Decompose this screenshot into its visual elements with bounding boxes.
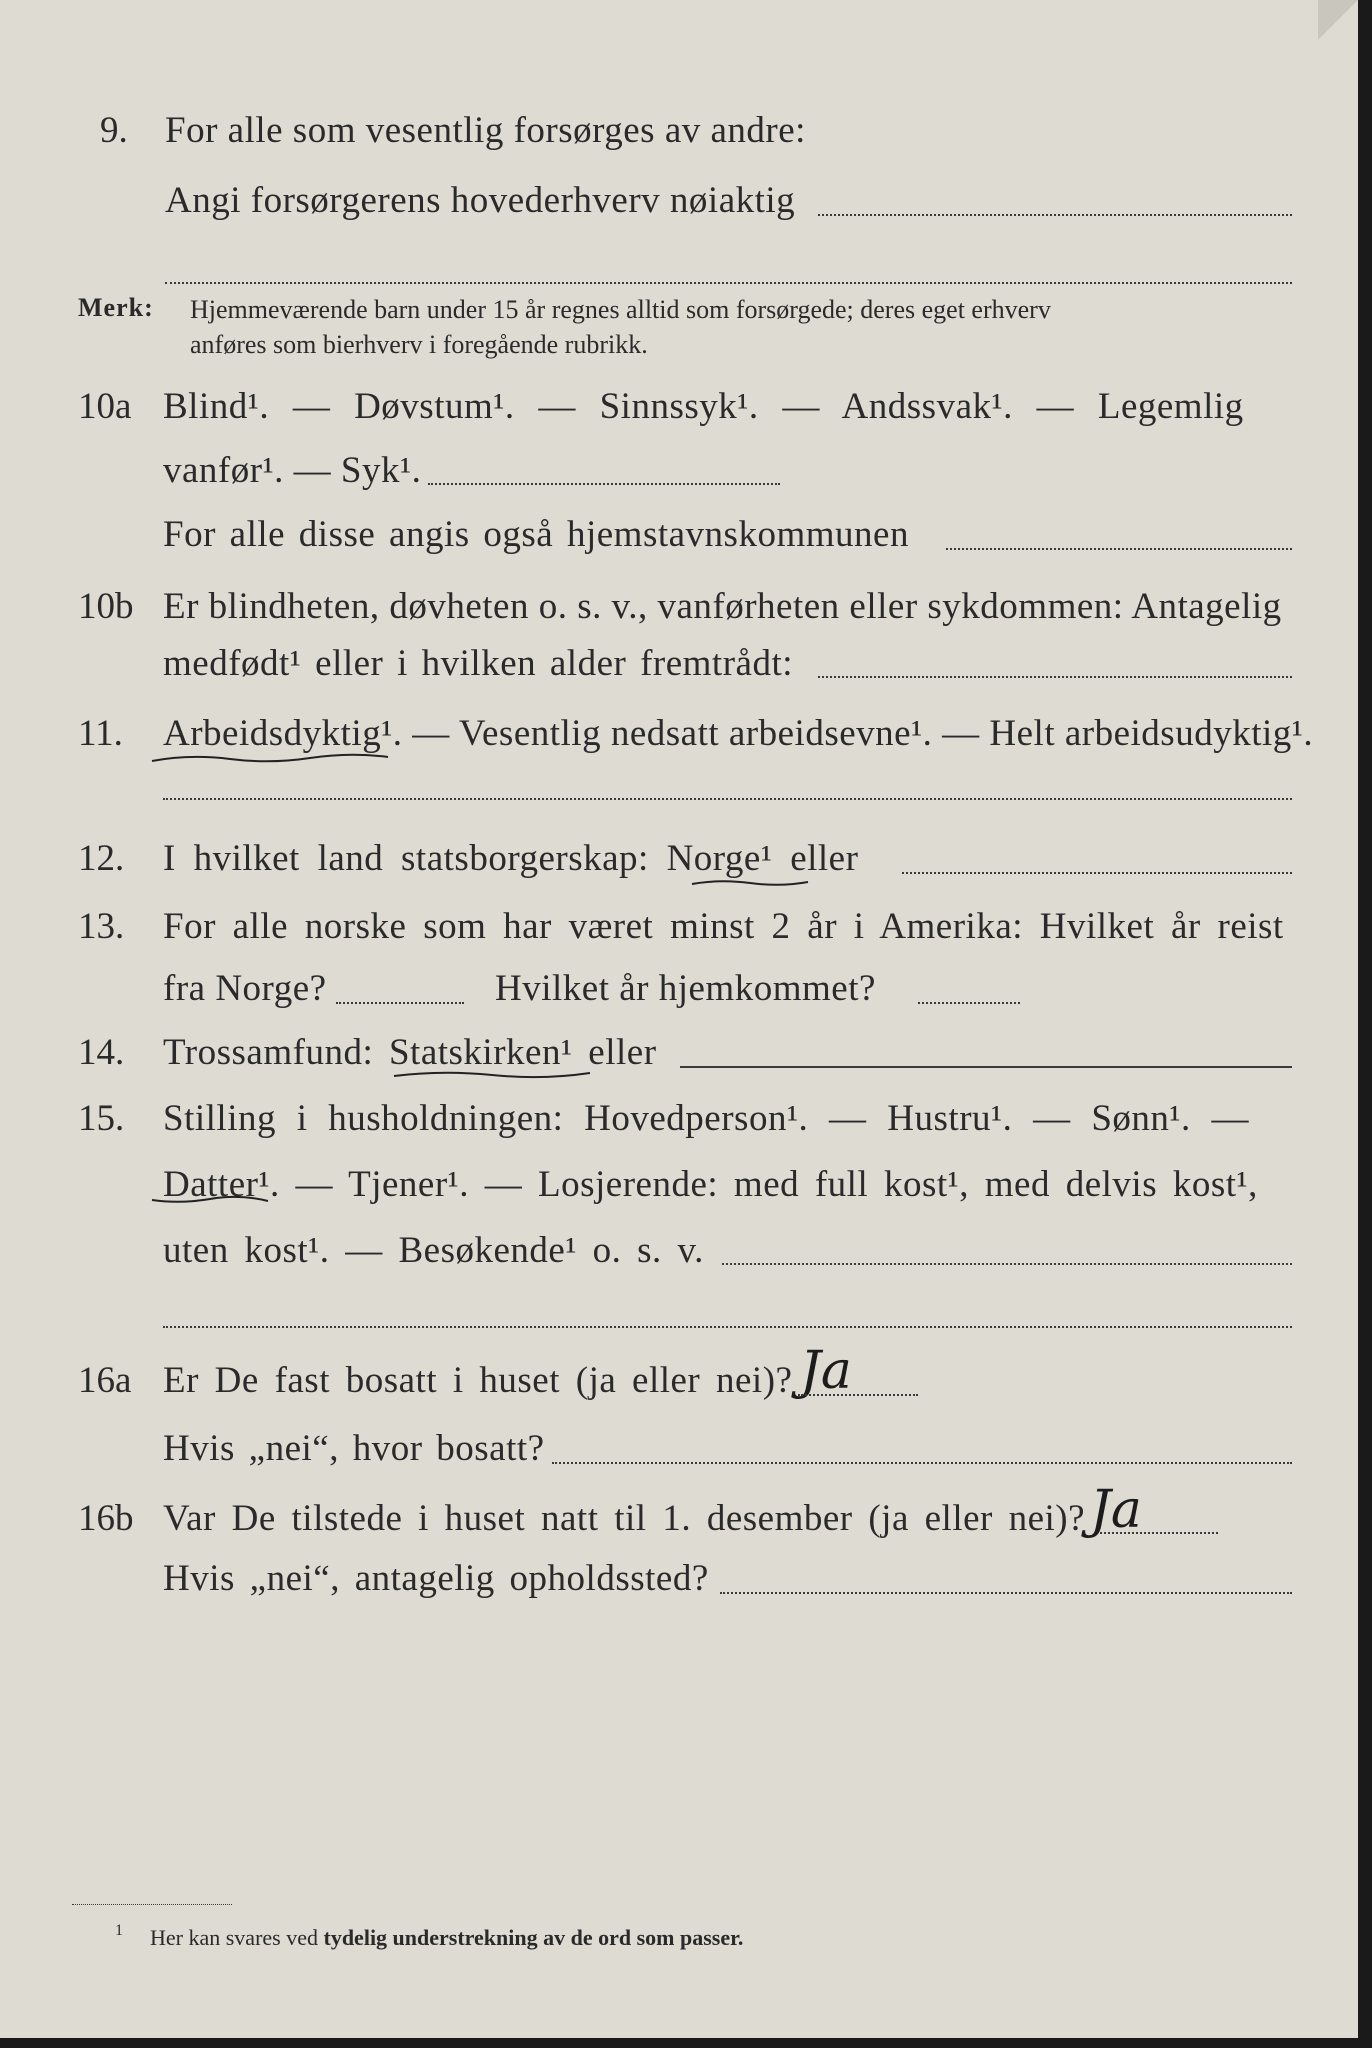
q10a-conditions-2: vanfør¹. — Syk¹. bbox=[163, 450, 422, 491]
question-number-15: 15. bbox=[78, 1098, 125, 1139]
q9-answer-line[interactable] bbox=[818, 214, 1292, 216]
q12-citizenship: I hvilket land statsborgerskap: Norge¹ eller bbox=[163, 838, 859, 879]
question-number-11: 11. bbox=[78, 713, 123, 754]
q11-answer-line[interactable] bbox=[163, 798, 1292, 800]
q10a-municipality-line[interactable] bbox=[946, 548, 1292, 550]
q10b-answer-line[interactable] bbox=[818, 676, 1292, 678]
q11-work-capacity: Arbeidsdyktig¹. — Vesentlig nedsatt arbeidsevne¹. — Helt arbeidsudyktig¹. bbox=[163, 713, 1314, 754]
folded-corner bbox=[1318, 0, 1358, 40]
q15-answer-line-2[interactable] bbox=[163, 1326, 1292, 1328]
handwritten-underline-norge bbox=[690, 876, 810, 888]
q16a-handwritten-answer[interactable]: Ja bbox=[800, 1341, 852, 1401]
q10a-conditions: Blind¹. — Døvstum¹. — Sinnssyk¹. — Andssvak¹. — Legemlig bbox=[163, 386, 1244, 427]
q14-religion: Trossamfund: Statskirken¹ eller bbox=[163, 1032, 657, 1073]
q9-occupation-label: Angi forsørgerens hovederhverv nøiaktig bbox=[165, 180, 796, 221]
q15-household-position-2: Datter¹. — Tjener¹. — Losjerende: med full kost¹, med delvis kost¹, bbox=[163, 1164, 1258, 1205]
question-number-13: 13. bbox=[78, 906, 125, 947]
q14-answer-line[interactable] bbox=[680, 1066, 1292, 1068]
q16b-answer-line[interactable] bbox=[1100, 1532, 1218, 1534]
q16a-residence-prompt: Er De fast bosatt i huset (ja eller nei)? bbox=[163, 1360, 793, 1401]
question-number-9: 9. bbox=[100, 110, 128, 151]
footnote-rule bbox=[72, 1904, 232, 1905]
merk-text-2: anføres som bierhverv i foregående rubrikk. bbox=[190, 330, 648, 359]
merk-label: Merk: bbox=[78, 293, 154, 322]
q16b-handwritten-answer[interactable]: Ja bbox=[1090, 1480, 1142, 1540]
q15-answer-line[interactable] bbox=[722, 1263, 1292, 1265]
q10a-home-municipality-label: For alle disse angis også hjemstavnskommunen bbox=[163, 514, 909, 555]
q15-household-position: Stilling i husholdningen: Hovedperson¹. — Hustru¹. — Sønn¹. — bbox=[163, 1098, 1250, 1139]
q13-departure-label: fra Norge? bbox=[163, 968, 327, 1009]
q16b-presence-prompt: Var De tilstede i huset natt til 1. desember (ja eller nei)? bbox=[163, 1498, 1086, 1539]
question-number-12: 12. bbox=[78, 838, 125, 879]
footnote-text-bold: tydelig understrekning av de ord som passer. bbox=[323, 1925, 744, 1950]
q9-prompt: For alle som vesentlig forsørges av andre: bbox=[165, 110, 806, 151]
q13-america-prompt: For alle norske som har været minst 2 år i Amerika: Hvilket år reist bbox=[163, 906, 1284, 947]
question-number-10b: 10b bbox=[78, 586, 134, 627]
footnote-text bbox=[150, 1925, 743, 1951]
q12-answer-line[interactable] bbox=[902, 872, 1292, 874]
question-number-14: 14. bbox=[78, 1032, 125, 1073]
q10a-answer-line[interactable] bbox=[428, 483, 780, 485]
q16b-whereabouts-label: Hvis „nei“, antagelig opholdssted? bbox=[163, 1558, 709, 1599]
q13-return-label: Hvilket år hjemkommet? bbox=[495, 968, 876, 1009]
q9-answer-line-2[interactable] bbox=[165, 282, 1292, 284]
question-number-16a: 16a bbox=[78, 1360, 132, 1401]
q16a-answer-line[interactable] bbox=[798, 1394, 918, 1396]
merk-text-1: Hjemmeværende barn under 15 år regnes alltid som forsørgede; deres eget erhverv bbox=[190, 295, 1051, 324]
handwritten-underline-datter bbox=[150, 1194, 270, 1206]
q10b-prompt-2: medfødt¹ eller i hvilken alder fremtrådt: bbox=[163, 643, 794, 684]
question-number-16b: 16b bbox=[78, 1498, 134, 1539]
handwritten-underline-arbeidsdyktig bbox=[150, 752, 390, 764]
q15-household-position-3: uten kost¹. — Besøkende¹ o. s. v. bbox=[163, 1230, 704, 1271]
handwritten-underline-statskirken bbox=[392, 1068, 592, 1080]
question-number-10a: 10a bbox=[78, 386, 132, 427]
footnote-text-plain: Her kan svares ved bbox=[150, 1925, 318, 1950]
q16b-whereabouts-line[interactable] bbox=[720, 1592, 1292, 1594]
q13-departure-year-line[interactable] bbox=[336, 1002, 464, 1004]
q13-return-year-line[interactable] bbox=[918, 1002, 1020, 1004]
footnote-mark: 1 bbox=[115, 1922, 123, 1939]
q16a-where-line[interactable] bbox=[552, 1462, 1292, 1464]
q16a-where-label: Hvis „nei“, hvor bosatt? bbox=[163, 1428, 545, 1469]
q10b-prompt: Er blindheten, døvheten o. s. v., vanførheten eller sykdommen: Antagelig bbox=[163, 586, 1282, 627]
